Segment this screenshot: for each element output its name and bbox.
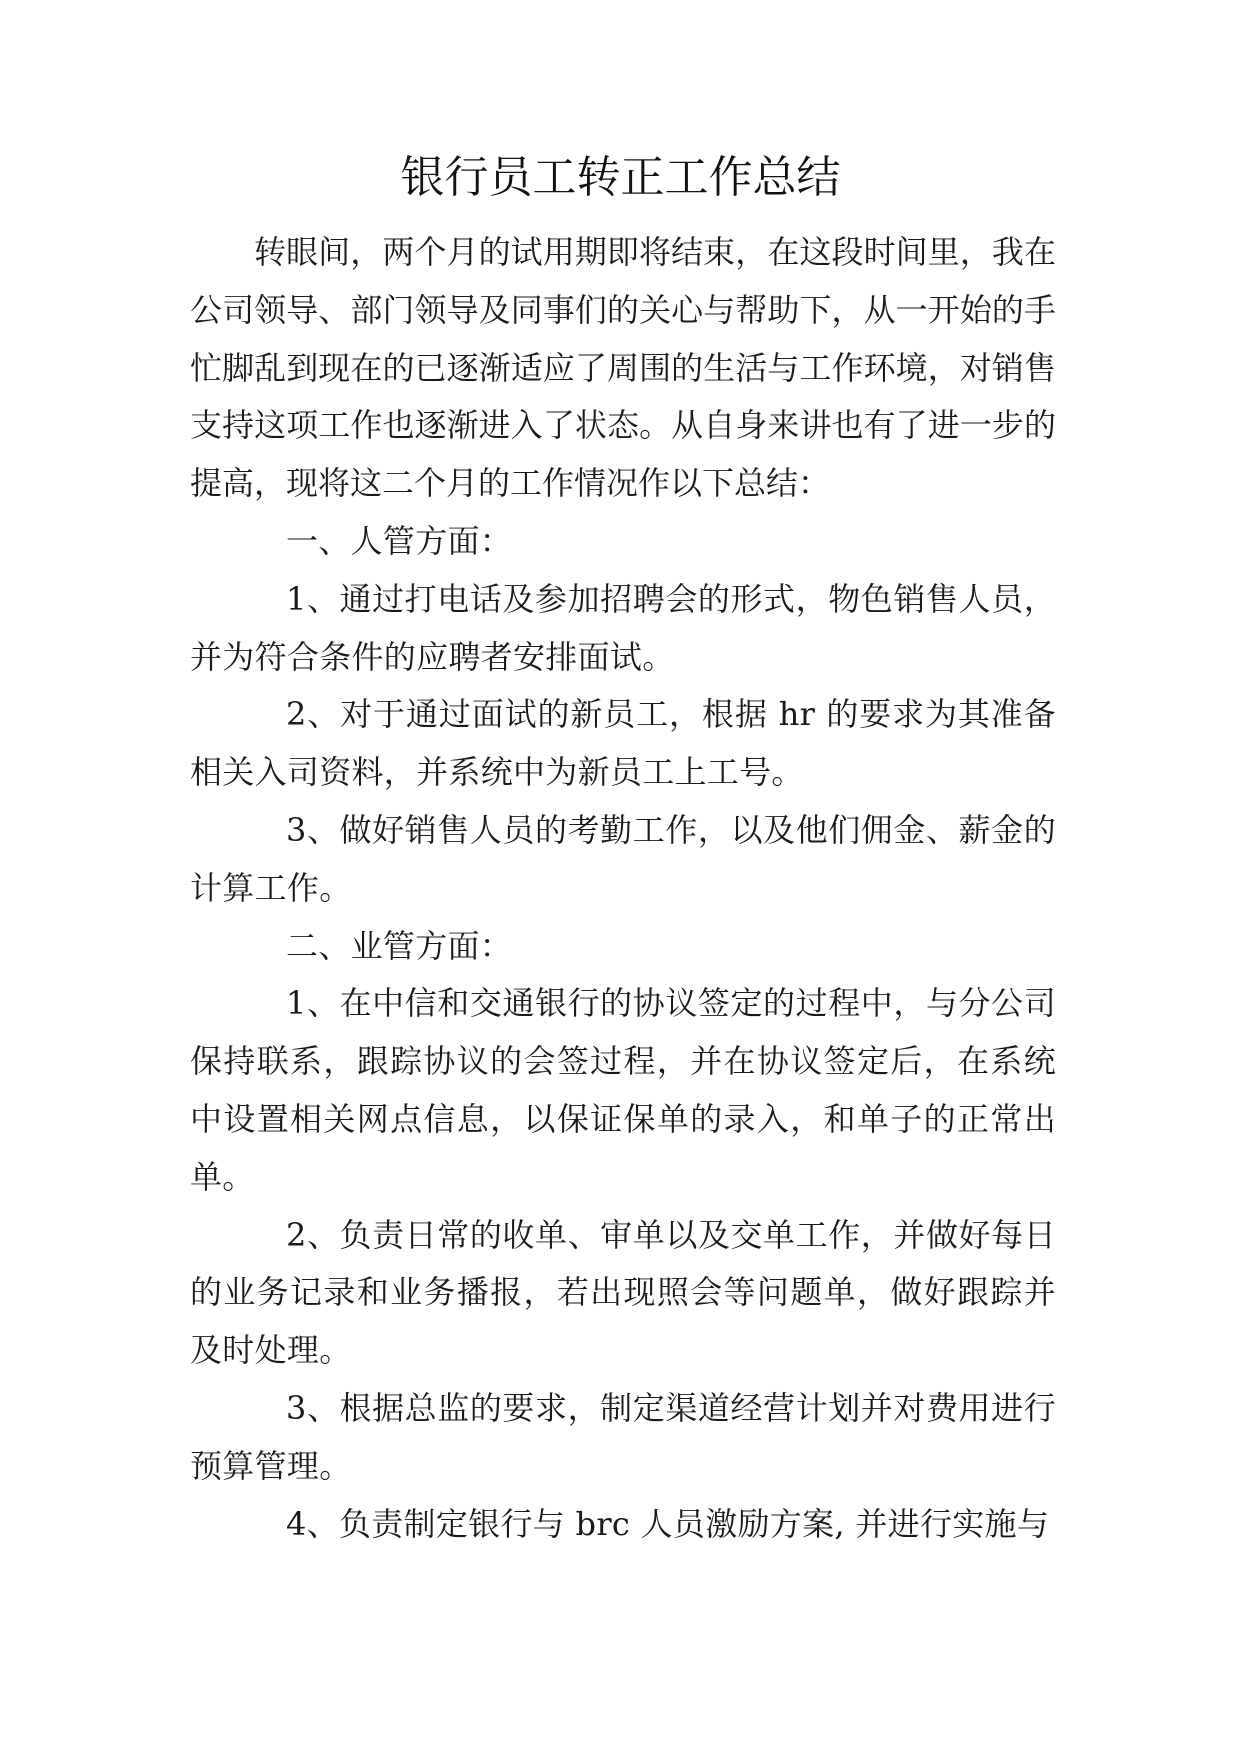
section-heading-personnel: 一、人管方面： (286, 521, 513, 560)
intro-paragraph: 转眼间，两个月的试用期即将结束，在这段时间里，我在公司领导、部门领导及同事们的关心与帮助下，从一开始的手忙脚乱到现在的已逐渐适应了周围的生活与工作环境，对销售支持这项工作也逐渐进入了状态。从自身来讲也有了进一步的提高，现将这二个月的工作情况作以下总结： (190, 233, 1056, 503)
list-item: 2、对于通过面试的新员工，根据 hr 的要求为其准备相关入司资料，并系统中为新员工上工号。 (190, 695, 1056, 792)
list-item: 4、负责制定银行与 brc 人员激励方案, 并进行实施与 (286, 1504, 1050, 1543)
list-item: 3、根据总监的要求，制定渠道经营计划并对费用进行预算管理。 (190, 1388, 1056, 1485)
document-body (190, 224, 1056, 1553)
list-item: 1、通过打电话及参加招聘会的形式，物色销售人员，并为符合条件的应聘者安排面试。 (190, 579, 1056, 676)
list-item: 2、负责日常的收单、审单以及交单工作，并做好每日的业务记录和业务播报，若出现照会等问题单，做好跟踪并及时处理。 (190, 1215, 1056, 1370)
list-item: 3、做好销售人员的考勤工作，以及他们佣金、薪金的计算工作。 (190, 810, 1056, 907)
list-item: 1、在中信和交通银行的协议签定的过程中，与分公司保持联系，跟踪协议的会签过程，并在协议签定后，在系统中设置相关网点信息，以保证保单的录入，和单子的正常出单。 (190, 984, 1056, 1196)
document-title: 银行员工转正工作总结 (400, 152, 841, 203)
section-heading-business: 二、业管方面： (286, 926, 513, 965)
